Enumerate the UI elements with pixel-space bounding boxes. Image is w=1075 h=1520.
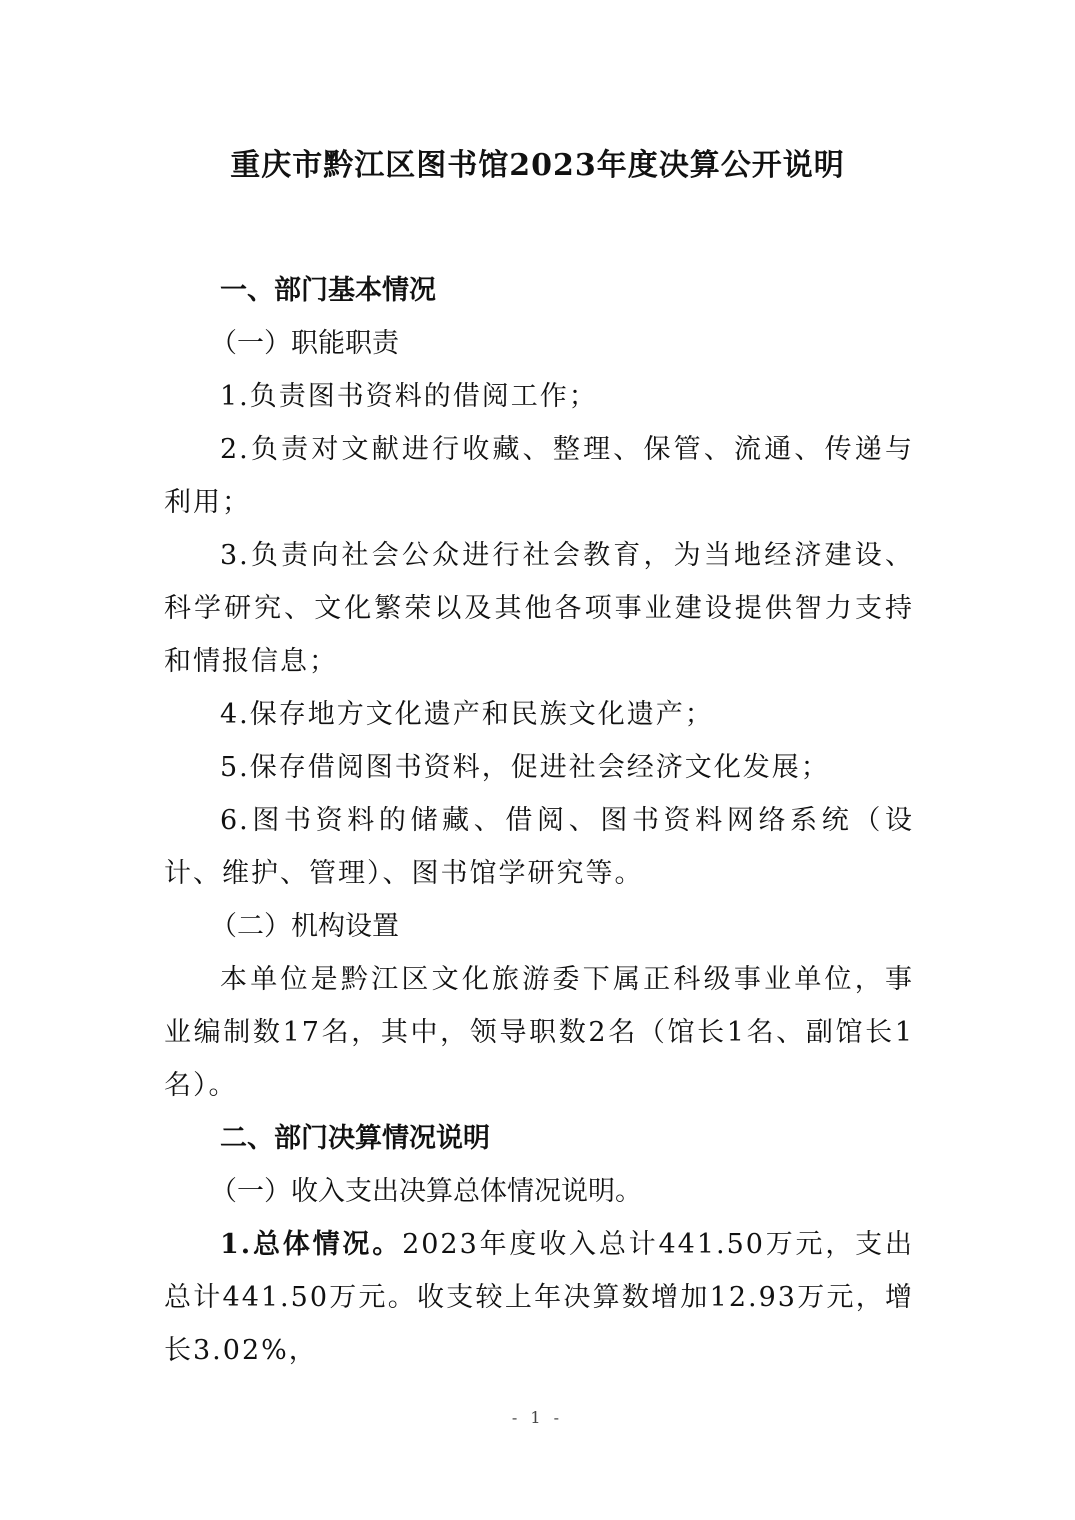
section-heading-basic-info: 一、部门基本情况 [220,275,436,306]
section-heading-final-accounts: 二、部门决算情况说明 [220,1123,490,1154]
duty-item: 2.负责对文献进行收藏、整理、保管、流通、传递与利用； [164,434,914,518]
duty-item: 6.图书资料的储藏、借阅、图书资料网络系统（设计、维护、管理）、图书馆学研究等。 [164,805,914,889]
overall-situation-paragraph [164,1218,914,1377]
duty-item: 3.负责向社会公众进行社会教育，为当地经济建设、科学研究、文化繁荣以及其他各项事业建设提供智力支持和情报信息； [164,540,914,677]
duty-item: 4.保存地方文化遗产和民族文化遗产； [220,699,714,730]
subsection-heading-organization: （二）机构设置 [210,911,399,942]
duty-item: 5.保存借阅图书资料，促进社会经济文化发展； [220,752,830,783]
subsection-heading-income-expense: （一）收入支出决算总体情况说明。 [210,1176,642,1207]
duty-item: 1.负责图书资料的借阅工作； [220,381,598,412]
page-number: - 1 - [511,1408,564,1427]
overall-situation-lead: 1.总体情况。 [220,1229,403,1260]
overall-situation-text: 2023年度收入总计441.50万元，支出总计441.50万元。收支较上年决算数增加12.93万元，增长3.02%， [164,1229,914,1366]
page-title: 重庆市黔江区图书馆2023年度决算公开说明 [230,148,845,183]
organization-text: 本单位是黔江区文化旅游委下属正科级事业单位，事业编制数17名，其中，领导职数2名（馆长1名、副馆长1名）。 [164,964,914,1101]
document-body [164,264,914,1377]
subsection-heading-duties: （一）职能职责 [210,328,399,359]
